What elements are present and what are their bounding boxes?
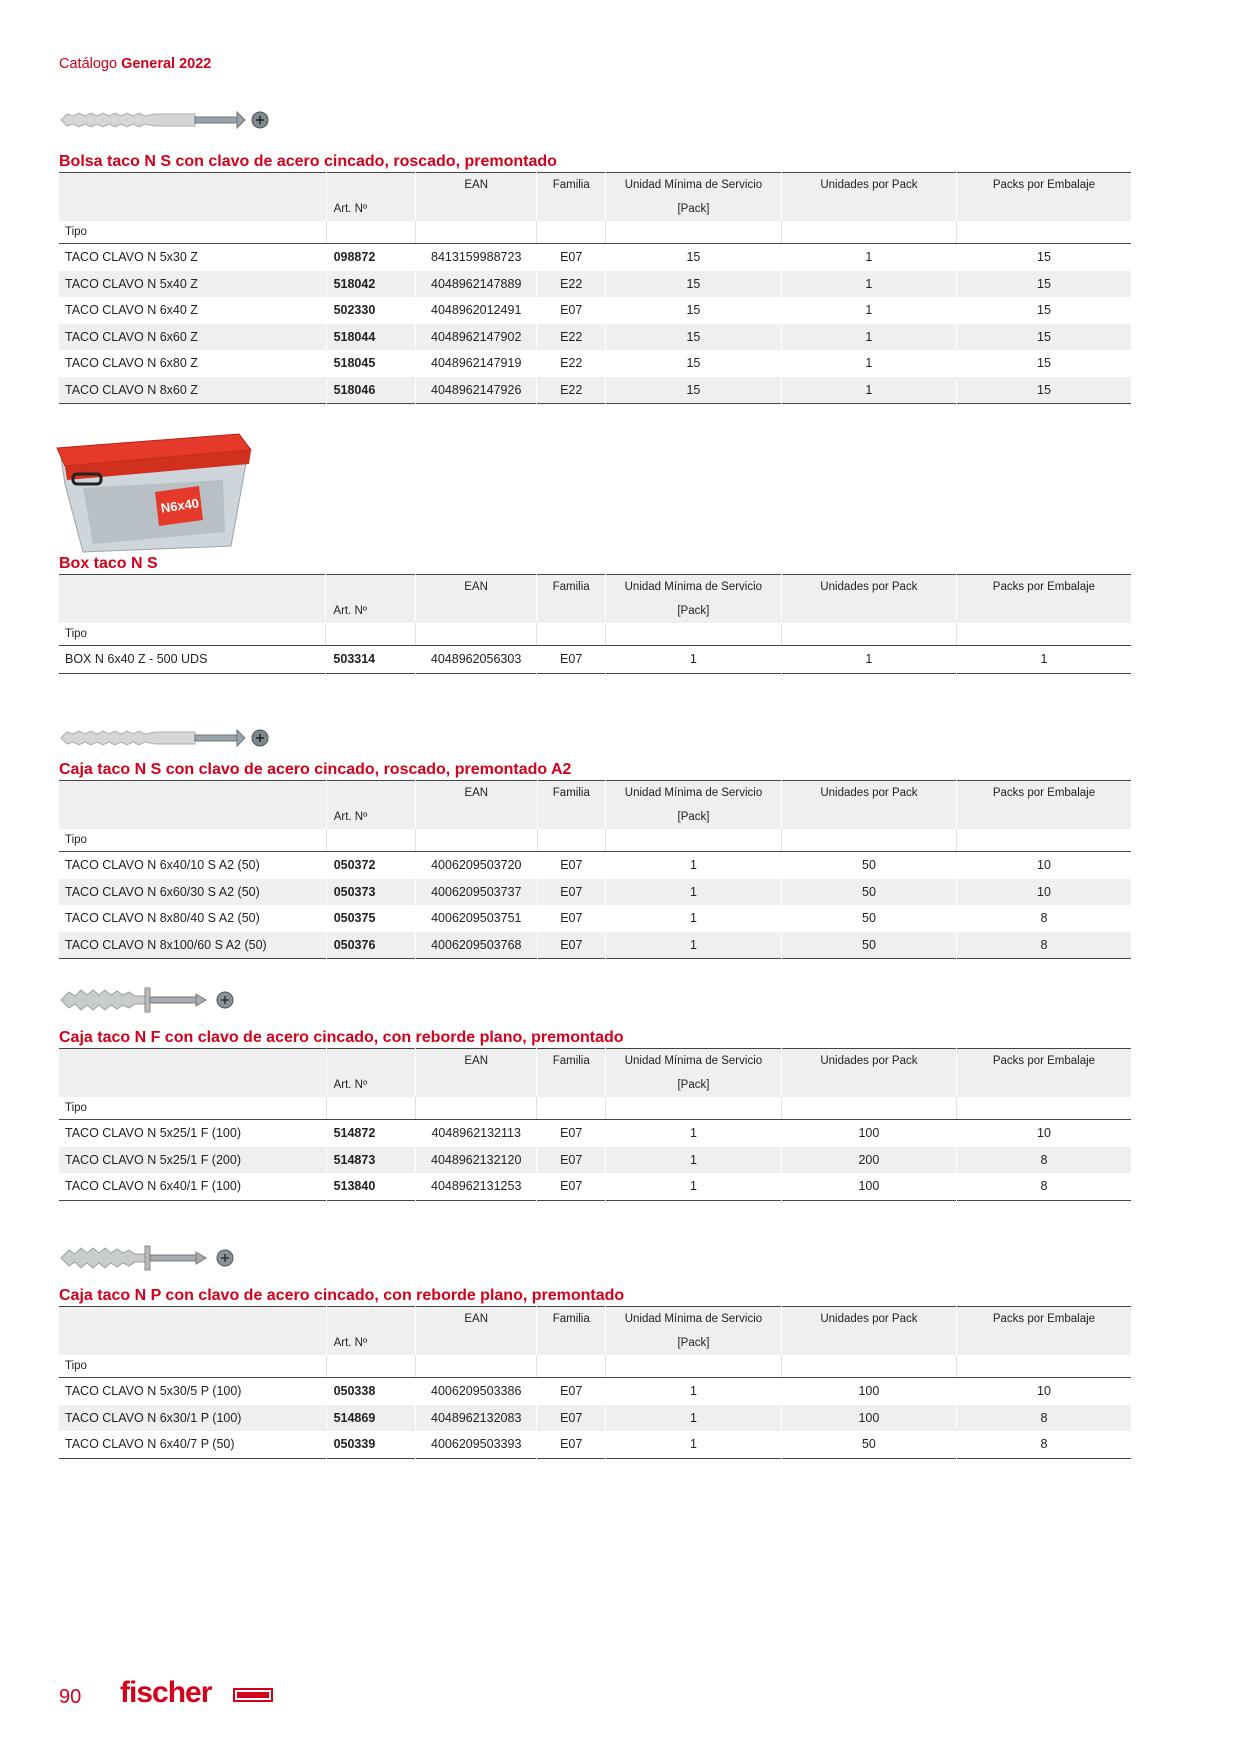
product-table (59, 172, 1131, 404)
header-blank (59, 1307, 326, 1332)
product-table (59, 1306, 1131, 1459)
cell-packs-embalaje: 15 (956, 350, 1131, 377)
product-section (59, 1238, 1131, 1459)
nail-plug-p-icon (59, 1238, 1131, 1274)
product-section (59, 980, 1131, 1201)
table-row (59, 879, 1131, 906)
cell-familia: E22 (537, 324, 606, 351)
header-blank (326, 173, 415, 198)
cell-unidades-pack: 1 (781, 324, 956, 351)
header-unidad-minima: Unidad Mínima de Servicio (605, 575, 781, 600)
table-row (59, 932, 1131, 959)
header-familia: Familia (537, 575, 606, 600)
cell-tipo: TACO CLAVO N 5x25/1 F (200) (59, 1147, 326, 1174)
cell-unidades-pack: 50 (781, 879, 956, 906)
header-unidades-pack: Unidades por Pack (781, 1049, 956, 1074)
header-art: Art. Nº (326, 805, 415, 829)
cell-tipo: TACO CLAVO N 5x30/5 P (100) (65, 1384, 242, 1399)
header-packs-embalaje: Packs por Embalaje (956, 1307, 1131, 1332)
cell-ean: 4048962131253 (415, 1173, 537, 1200)
product-table (59, 1048, 1131, 1201)
cell-ean: 4006209503751 (416, 905, 538, 932)
cell-unidad-minima: 1 (605, 1405, 781, 1432)
cell-tipo: TACO CLAVO N 8x80/40 S A2 (50) (65, 911, 260, 926)
header-bold: General 2022 (121, 56, 212, 72)
cell-packs-embalaje: 8 (956, 1405, 1131, 1432)
cell-packs-embalaje: 15 (956, 297, 1131, 324)
header-blank (59, 1049, 326, 1074)
cell-art: 050376 (326, 932, 415, 959)
table-row (59, 1405, 1131, 1432)
cell-unidad-minima: 1 (606, 879, 782, 906)
header-unidades-pack: Unidades por Pack (781, 1307, 956, 1332)
cell-packs-embalaje: 10 (956, 1378, 1131, 1405)
header-ean: EAN (415, 173, 537, 198)
header-ean: EAN (416, 781, 538, 806)
cell-unidad-minima: 15 (605, 350, 781, 377)
cell-ean: 4006209503720 (416, 852, 538, 879)
header-blank (59, 173, 326, 198)
cell-unidades-pack: 50 (781, 905, 956, 932)
cell-unidades-pack: 1 (781, 244, 956, 271)
header-unidad-minima: Unidad Mínima de Servicio (606, 781, 782, 806)
cell-ean: 4048962056303 (415, 646, 537, 674)
section-title: Caja taco N S con clavo de acero cincado, roscado, premontado A2 (59, 761, 572, 778)
cell-familia: E07 (537, 852, 606, 879)
cell-unidad-minima: 15 (605, 324, 781, 351)
cell-tipo: TACO CLAVO N 6x60 Z (59, 324, 326, 351)
cell-art: 050372 (326, 852, 415, 879)
cell-unidad-minima: 15 (605, 244, 781, 271)
cell-familia: E22 (537, 350, 606, 377)
svg-text:N6x40: N6x40 (159, 495, 200, 516)
cell-unidad-minima: 1 (605, 646, 781, 674)
header-packs-embalaje: Packs por Embalaje (956, 173, 1131, 198)
cell-familia: E22 (537, 271, 606, 298)
nail-plug-s-icon (59, 718, 1131, 748)
cell-tipo: TACO CLAVO N 5x40 Z (59, 271, 326, 298)
header-blank (326, 781, 415, 806)
table-row (59, 646, 1131, 674)
cell-familia: E07 (537, 1405, 606, 1432)
header-unidades-pack: Unidades por Pack (781, 173, 956, 198)
cell-familia: E07 (537, 932, 606, 959)
cell-tipo: TACO CLAVO N 5x30 Z (65, 250, 198, 265)
header-art: Art. Nº (326, 1331, 415, 1355)
cell-ean: 4006209503393 (415, 1431, 537, 1458)
header-ean: EAN (415, 1049, 537, 1074)
cell-art: 514873 (326, 1147, 415, 1174)
cell-tipo: TACO CLAVO N 8x100/60 S A2 (50) (59, 932, 326, 959)
cell-familia: E07 (537, 1147, 606, 1174)
cell-unidades-pack: 50 (781, 852, 956, 879)
nail-plug-s-icon (59, 100, 1131, 140)
product-section (59, 100, 1131, 404)
header-tipo: Tipo (59, 829, 326, 852)
cell-familia: E07 (537, 879, 606, 906)
cell-art: 514869 (326, 1405, 415, 1432)
table-row (59, 324, 1131, 351)
cell-familia: E07 (537, 1120, 606, 1147)
cell-unidades-pack: 100 (781, 1378, 956, 1405)
cell-ean: 8413159988723 (415, 244, 537, 271)
cell-unidad-minima: 15 (605, 271, 781, 298)
header-unidades-pack: Unidades por Pack (781, 575, 956, 600)
cell-art: 050375 (326, 905, 415, 932)
header-unidad-minima: Unidad Mínima de Servicio (605, 1049, 781, 1074)
cell-unidades-pack: 1 (781, 271, 956, 298)
cell-packs-embalaje: 8 (956, 1431, 1131, 1458)
cell-art: 518044 (326, 324, 415, 351)
table-row (59, 297, 1131, 324)
table-row (59, 1431, 1131, 1458)
cell-ean: 4048962147889 (415, 271, 537, 298)
svg-text:fischer: fischer (120, 1676, 212, 1709)
cell-tipo: TACO CLAVO N 6x60/30 S A2 (50) (59, 879, 326, 906)
header-art: Art. Nº (326, 197, 415, 221)
section-title: Box taco N S (59, 555, 158, 572)
cell-unidades-pack: 100 (781, 1173, 956, 1200)
fischer-logo (120, 1676, 280, 1715)
header-familia: Familia (537, 781, 606, 806)
cell-ean: 4048962132113 (415, 1120, 537, 1147)
cell-familia: E07 (537, 244, 606, 271)
cell-art: 050338 (326, 1378, 415, 1405)
table-row (59, 1173, 1131, 1200)
page-number: 90 (59, 1686, 82, 1708)
catalog-header (59, 56, 211, 72)
header-packs-embalaje: Packs por Embalaje (956, 575, 1131, 600)
header-tipo: Tipo (59, 1097, 326, 1120)
cell-tipo: TACO CLAVO N 6x80 Z (65, 356, 198, 371)
cell-unidades-pack: 100 (781, 1120, 956, 1147)
header-blank (326, 1049, 415, 1074)
cell-unidades-pack: 1 (781, 646, 956, 674)
cell-tipo: TACO CLAVO N 6x30/1 P (100) (59, 1405, 326, 1432)
cell-familia: E07 (537, 1173, 606, 1200)
cell-packs-embalaje: 10 (956, 852, 1131, 879)
cell-unidades-pack: 1 (781, 377, 956, 404)
cell-tipo: TACO CLAVO N 6x40/7 P (50) (65, 1437, 235, 1452)
section-title: Bolsa taco N S con clavo de acero cincado, roscado, premontado (59, 153, 557, 170)
cell-art: 050339 (326, 1431, 415, 1458)
cell-packs-embalaje: 10 (956, 879, 1131, 906)
product-table (59, 574, 1131, 674)
cell-familia: E07 (537, 1431, 606, 1458)
cell-packs-embalaje: 8 (956, 1173, 1131, 1200)
product-section (59, 718, 1131, 959)
cell-art: 503314 (326, 646, 415, 674)
cell-packs-embalaje: 1 (956, 646, 1131, 674)
header-blank (59, 781, 326, 806)
header-familia: Familia (537, 173, 606, 198)
box-icon (53, 428, 1131, 544)
cell-art: 518045 (326, 350, 415, 377)
cell-packs-embalaje: 8 (956, 932, 1131, 959)
header-blank (326, 575, 415, 600)
table-row (59, 244, 1131, 271)
cell-ean: 4048962132120 (415, 1147, 537, 1174)
header-blank (326, 1307, 415, 1332)
header-art: Art. Nº (326, 1073, 415, 1097)
cell-unidad-minima: 1 (605, 1173, 781, 1200)
cell-unidad-minima: 1 (605, 1431, 781, 1458)
product-section (59, 432, 1131, 674)
cell-unidad-minima: 1 (605, 1378, 781, 1405)
cell-unidad-minima: 15 (605, 377, 781, 404)
header-pack: [Pack] (606, 805, 782, 829)
cell-unidad-minima: 1 (605, 1120, 781, 1147)
cell-tipo: TACO CLAVO N 6x40 Z (65, 303, 198, 318)
header-packs-embalaje: Packs por Embalaje (956, 1049, 1131, 1074)
header-unidad-minima: Unidad Mínima de Servicio (605, 1307, 781, 1332)
table-row (59, 350, 1131, 377)
cell-familia: E22 (537, 377, 606, 404)
table-row (59, 1378, 1131, 1405)
header-unidad-minima: Unidad Mínima de Servicio (605, 173, 781, 198)
cell-packs-embalaje: 10 (956, 1120, 1131, 1147)
header-pack: [Pack] (605, 1331, 781, 1355)
cell-ean: 4048962012491 (415, 297, 537, 324)
cell-art: 502330 (326, 297, 415, 324)
cell-unidades-pack: 1 (781, 350, 956, 377)
cell-packs-embalaje: 15 (956, 244, 1131, 271)
cell-ean: 4048962147902 (415, 324, 537, 351)
cell-art: 518042 (326, 271, 415, 298)
product-table (59, 780, 1131, 959)
cell-ean: 4048962132083 (415, 1405, 537, 1432)
header-tipo: Tipo (59, 623, 326, 646)
table-row (59, 271, 1131, 298)
cell-unidades-pack: 50 (781, 1431, 956, 1458)
cell-unidades-pack: 1 (781, 297, 956, 324)
cell-ean: 4048962147919 (415, 350, 537, 377)
header-tipo: Tipo (59, 221, 326, 244)
cell-packs-embalaje: 8 (956, 905, 1131, 932)
cell-art: 514872 (326, 1120, 415, 1147)
cell-tipo: TACO CLAVO N 8x60 Z (59, 377, 326, 404)
table-row (59, 1120, 1131, 1147)
cell-ean: 4006209503737 (416, 879, 538, 906)
nail-plug-f-icon (59, 980, 1131, 1016)
cell-tipo: BOX N 6x40 Z - 500 UDS (65, 652, 208, 667)
header-familia: Familia (537, 1307, 606, 1332)
cell-tipo: TACO CLAVO N 6x40/1 F (100) (65, 1179, 241, 1194)
cell-unidades-pack: 100 (781, 1405, 956, 1432)
table-row (59, 1147, 1131, 1174)
header-prefix: Catálogo (59, 56, 118, 72)
cell-art: 098872 (326, 244, 415, 271)
cell-familia: E07 (537, 646, 606, 674)
cell-art: 050373 (326, 879, 415, 906)
header-pack: [Pack] (605, 599, 781, 623)
header-ean: EAN (415, 1307, 537, 1332)
header-ean: EAN (415, 575, 537, 600)
cell-ean: 4006209503386 (415, 1378, 537, 1405)
section-title: Caja taco N F con clavo de acero cincado, con reborde plano, premontado (59, 1029, 624, 1046)
cell-ean: 4006209503768 (416, 932, 538, 959)
cell-art: 518046 (326, 377, 415, 404)
header-art: Art. Nº (326, 599, 415, 623)
header-familia: Familia (537, 1049, 606, 1074)
cell-unidad-minima: 1 (606, 905, 782, 932)
header-blank (59, 575, 326, 600)
header-pack: [Pack] (605, 1073, 781, 1097)
cell-unidad-minima: 1 (605, 1147, 781, 1174)
header-packs-embalaje: Packs por Embalaje (956, 781, 1131, 806)
cell-unidades-pack: 50 (781, 932, 956, 959)
cell-packs-embalaje: 15 (956, 324, 1131, 351)
table-row (59, 377, 1131, 404)
header-unidades-pack: Unidades por Pack (781, 781, 956, 806)
cell-packs-embalaje: 8 (956, 1147, 1131, 1174)
cell-tipo: TACO CLAVO N 6x40/10 S A2 (50) (65, 858, 260, 873)
cell-ean: 4048962147926 (415, 377, 537, 404)
table-row (59, 852, 1131, 879)
cell-familia: E07 (537, 297, 606, 324)
cell-familia: E07 (537, 1378, 606, 1405)
cell-packs-embalaje: 15 (956, 377, 1131, 404)
cell-tipo: TACO CLAVO N 5x25/1 F (100) (65, 1126, 241, 1141)
table-row (59, 905, 1131, 932)
cell-unidad-minima: 1 (606, 932, 782, 959)
cell-unidades-pack: 200 (781, 1147, 956, 1174)
section-title: Caja taco N P con clavo de acero cincado, con reborde plano, premontado (59, 1287, 625, 1304)
cell-art: 513840 (326, 1173, 415, 1200)
cell-unidad-minima: 1 (606, 852, 782, 879)
cell-familia: E07 (537, 905, 606, 932)
header-tipo: Tipo (59, 1355, 326, 1378)
cell-packs-embalaje: 15 (956, 271, 1131, 298)
cell-unidad-minima: 15 (605, 297, 781, 324)
header-pack: [Pack] (605, 197, 781, 221)
